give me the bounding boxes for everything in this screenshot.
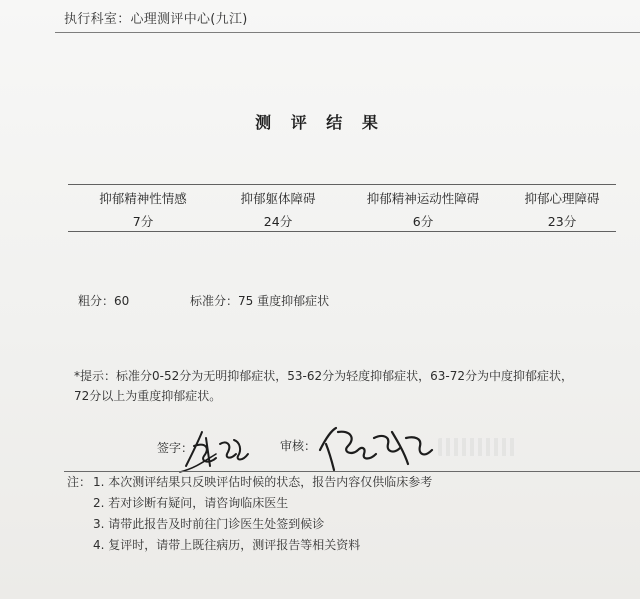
faded-stamp (438, 438, 516, 456)
review-label: 审核： (280, 439, 317, 453)
note-indent (67, 535, 93, 556)
table-value-cell: 7分 (132, 214, 154, 229)
note-text: 1. 本次测评结果只反映评估时候的状态，报告内容仅供临床参考 (93, 475, 433, 489)
raw-score: 粗分：60 (78, 294, 130, 308)
notes-section (67, 472, 627, 556)
tip-line: 72分以上为重度抑郁症状。 (74, 389, 222, 403)
department-label: 执行科室：心理测评中心(九江) (64, 12, 248, 27)
table-value-row (68, 211, 616, 231)
header-divider (55, 32, 640, 33)
note-indent (67, 493, 93, 514)
standard-score: 标准分：75 重度抑郁症状 (190, 294, 330, 308)
sign-label: 签字： (157, 441, 194, 455)
table-value-cell: 24分 (263, 214, 293, 229)
table-bottom-rule (68, 231, 616, 232)
score-tip (74, 366, 620, 406)
table-value-cell: 6分 (412, 214, 434, 229)
table-header-cell: 抑郁精神运动性障碍 (366, 191, 480, 206)
note-text: 2. 若对诊断有疑问，请咨询临床医生 (93, 496, 289, 510)
signer-signature (176, 420, 266, 478)
note-item (67, 472, 627, 493)
table-header-cell: 抑郁躯体障碍 (240, 191, 316, 206)
table-value-cell: 23分 (547, 214, 577, 229)
note-text: 4. 复评时，请带上既往病历，测评报告等相关资料 (93, 538, 361, 552)
report-title: 测 评 结 果 (255, 113, 385, 132)
note-item (67, 493, 627, 514)
tip-line: *提示：标准分0-52分为无明抑郁症状，53-62分为轻度抑郁症状，63-72分为中度抑郁症状， (74, 369, 573, 383)
notes-prefix: 注： (67, 475, 92, 489)
reviewer-signature (310, 420, 440, 478)
table-header-cell: 抑郁精神性情感 (99, 191, 187, 206)
note-text: 3. 请带此报告及时前往门诊医生处签到候诊 (93, 517, 325, 531)
table-header-cell: 抑郁心理障碍 (524, 191, 600, 206)
note-indent (67, 514, 93, 535)
note-item (67, 514, 627, 535)
note-item (67, 535, 627, 556)
table-header-row (68, 185, 616, 211)
results-table (68, 184, 616, 232)
